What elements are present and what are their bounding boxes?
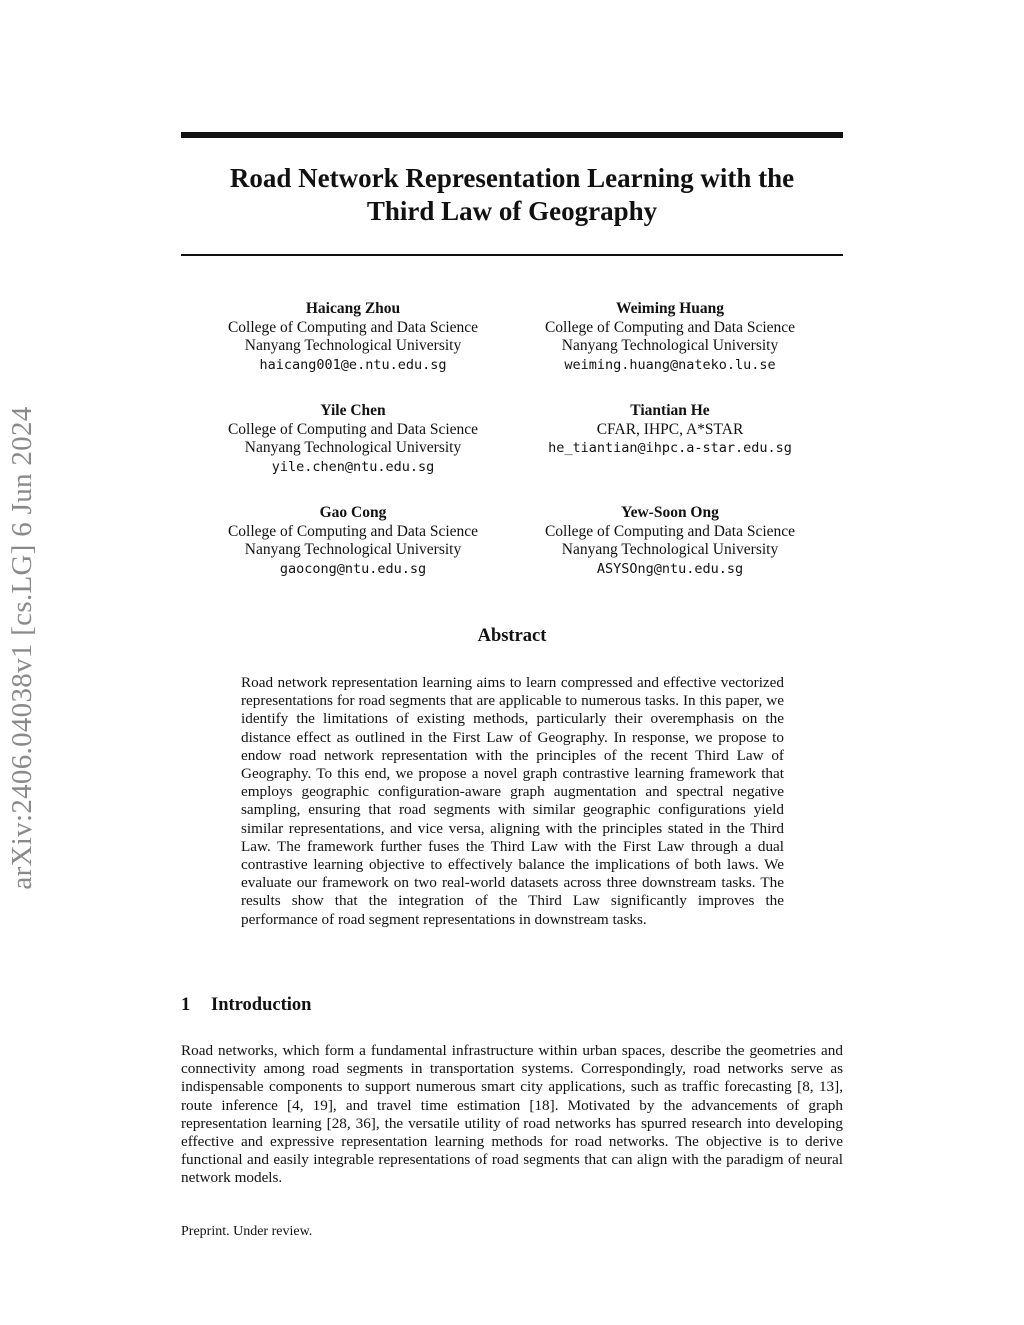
author-email: weiming.huang@nateko.lu.se [564, 356, 776, 373]
author-affiliation: Nanyang Technological University [561, 541, 779, 558]
author-affiliation: CFAR, IHPC, A*STAR [596, 420, 744, 438]
arxiv-side-stamp: arXiv:2406.04038v1 [cs.LG] 6 Jun 2024 [6, 406, 38, 890]
abstract-text: Road network representation learning aims to learn compressed and effective vectorized representations for road segments that are applicable to numerous tasks. In this paper, we identify the limitations of existing methods, particularly their overemphasis on the distance effect as outlined in the First Law of Geography. In response, we propose to endow road network representation with the principles of the recent Third Law of Geography. To this end, we propose a novel graph contrastive learning framework that employs geographic configuration-aware graph augmentation and spectral negative sampling, ensuring that road segments with similar geographic configurations yield similar representations, and vice versa, aligning with the principles stated in the Third Law. The framework further fuses the Third Law with the First Law through a dual contrastive learning objective to effectively balance the implications of both laws. We evaluate our framework on two real-world datasets across three downstream tasks. The results show that the integration of the Third Law significantly improves the performance of road segment representations in downstream tasks. [241, 674, 784, 928]
abstract-heading: Abstract [477, 626, 547, 646]
title-top-rule [181, 132, 843, 138]
paper-title [181, 162, 843, 228]
author-name: Yew-Soon Ong [621, 504, 719, 521]
author-email: he_tiantian@ihpc.a-star.edu.sg [548, 440, 792, 456]
author-email: gaocong@ntu.edu.sg [279, 560, 427, 577]
author-affiliation: College of Computing and Data Science [544, 318, 796, 336]
author-affiliation: College of Computing and Data Science [227, 318, 479, 336]
section-title: Introduction [211, 995, 312, 1015]
section-number: 1 [181, 995, 191, 1015]
author-affiliation: Nanyang Technological University [244, 541, 462, 558]
preprint-footer: Preprint. Under review. [181, 1224, 313, 1239]
author-name: Haicang Zhou [305, 300, 401, 317]
introduction-paragraph: Road networks, which form a fundamental infrastructure within urban spaces, describe the geometries and connectivity among road segments in transportation systems. Correspondingly, road networks serve as indispensable components to support numerous smart city applications, such as traffic forecasting [8, 13], route inference [4, 19], and travel time estimation [18]. Motivated by the advancements of graph representation learning [28, 36], the versatile utility of road networks has spurred research into developing effective and expressive representation learning methods for road networks. The objective is to derive functional and easily integrable representations of road segments that can align with the paradigm of neural network models. [181, 1042, 843, 1187]
author-block-cong [193, 504, 513, 578]
author-name: Tiantian He [630, 402, 710, 419]
author-affiliation: Nanyang Technological University [561, 337, 779, 354]
author-email: yile.chen@ntu.edu.sg [271, 458, 435, 475]
author-name: Gao Cong [319, 504, 387, 521]
author-email: ASYSOng@ntu.edu.sg [596, 560, 744, 577]
author-affiliation: College of Computing and Data Science [227, 420, 479, 438]
author-block-chen [193, 402, 513, 476]
author-block-ong [510, 504, 830, 578]
author-name: Yile Chen [320, 402, 386, 419]
author-block-he [510, 402, 830, 458]
author-block-zhou [193, 300, 513, 374]
author-name: Weiming Huang [615, 300, 725, 317]
author-block-huang [510, 300, 830, 374]
author-affiliation: College of Computing and Data Science [544, 522, 796, 540]
section-heading-introduction [181, 995, 311, 1016]
author-email: haicang001@e.ntu.edu.sg [259, 356, 447, 373]
paper-title-line-1: Road Network Representation Learning with the [229, 163, 795, 193]
title-bottom-rule [181, 254, 843, 256]
author-affiliation: Nanyang Technological University [244, 439, 462, 456]
paper-title-line-2: Third Law of Geography [366, 196, 658, 226]
author-affiliation: Nanyang Technological University [244, 337, 462, 354]
author-affiliation: College of Computing and Data Science [227, 522, 479, 540]
